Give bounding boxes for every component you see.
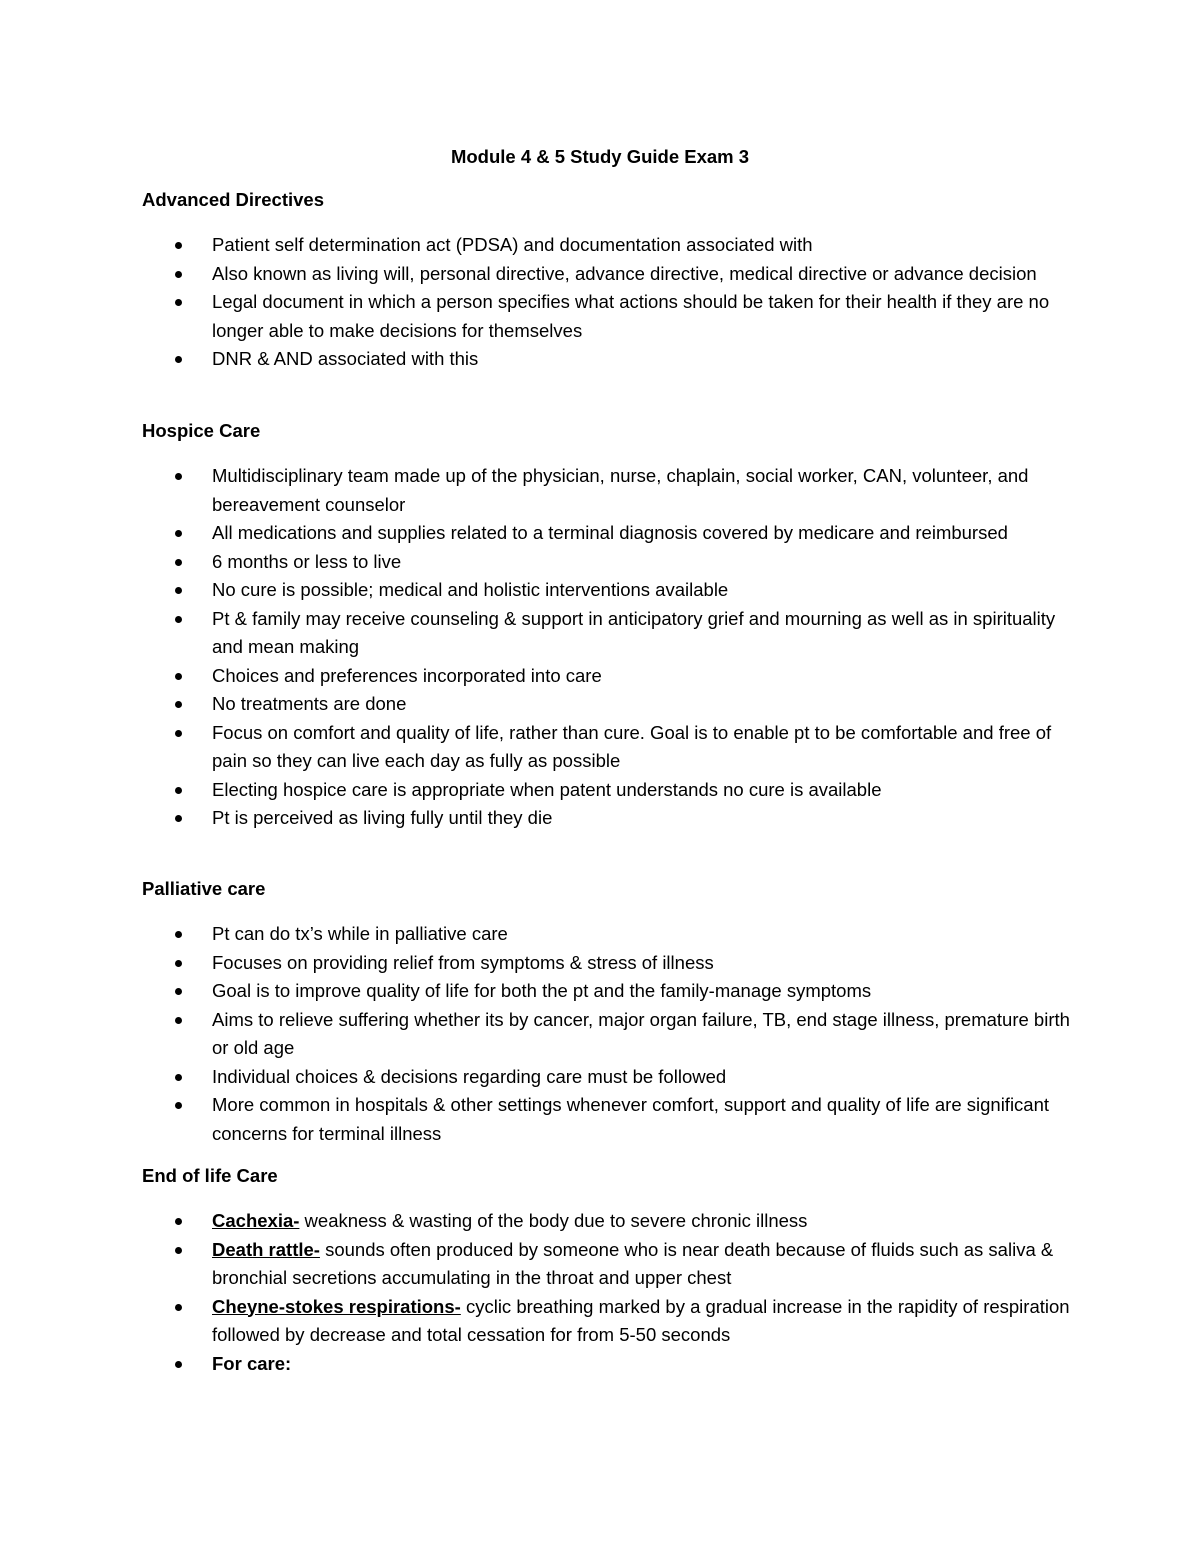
list-item [142, 662, 1072, 691]
document-title: Module 4 & 5 Study Guide Exam 3 [450, 146, 750, 167]
list-item-text: More common in hospitals & other settings whenever comfort, support and quality of life are significant concerns for terminal illness [212, 1094, 1050, 1144]
term-label: Death rattle- [212, 1238, 320, 1260]
term-label: Cachexia- [212, 1210, 300, 1231]
list-item [142, 719, 1072, 776]
section-heading: Hospice Care [142, 420, 261, 441]
list-item-text: Legal document in which a person specifies what actions should be taken for their health if they are no longer able to make decisions for themselves [212, 291, 1050, 341]
list-item-text: Electing hospice care is appropriate when patent understands no cure is available [212, 778, 882, 800]
term-label: Cheyne-stokes respirations- [212, 1295, 461, 1317]
list-item [142, 776, 1072, 805]
list-item [142, 1091, 1072, 1148]
list-item-text: Goal is to improve quality of life for both the pt and the family-manage symptoms [212, 980, 872, 1001]
section-heading: Advanced Directives [142, 189, 325, 210]
term-definition: weakness & wasting of the body due to severe chronic illness [299, 1210, 808, 1231]
bullet-icon [175, 1218, 182, 1225]
section-advanced-directives [142, 186, 1072, 374]
bullet-icon [175, 701, 182, 708]
section-hospice-care [142, 417, 1072, 833]
bullet-icon [175, 1361, 182, 1368]
list-item-text: Pt can do tx’s while in palliative care [212, 923, 508, 944]
list-item-text: Choices and preferences incorporated into care [212, 664, 602, 686]
list-item-text: Aims to relieve suffering whether its by cancer, major organ failure, TB, end stage illness, premature birth or old age [212, 1008, 1070, 1058]
bullet-icon [175, 673, 182, 680]
bullet-icon [175, 1247, 182, 1254]
section-end-of-life-care [142, 1162, 1072, 1378]
list-item-text: Pt is perceived as living fully until they die [212, 807, 553, 828]
list-item [142, 1207, 1072, 1236]
bullet-icon [175, 815, 182, 822]
list-item [142, 1063, 1072, 1092]
list-item-text: 6 months or less to live [212, 550, 402, 572]
list-item [142, 288, 1072, 345]
bullet-icon [175, 960, 182, 967]
list-item-text: No cure is possible; medical and holistic interventions available [212, 579, 729, 600]
list-item [142, 260, 1072, 289]
list-item-text: Focus on comfort and quality of life, rather than cure. Goal is to enable pt to be comfortable and free of pain so they can live each day as fully as possible [212, 721, 1052, 771]
list-item [142, 804, 1072, 833]
list-item [142, 1006, 1072, 1063]
list-item-text: Individual choices & decisions regarding care must be followed [212, 1065, 727, 1087]
section-heading: End of life Care [142, 1165, 278, 1186]
list-item-text: No treatments are done [212, 693, 407, 714]
bullet-list [142, 920, 1072, 1148]
list-item-text: For care: [212, 1352, 292, 1374]
bullet-icon [175, 1102, 182, 1109]
bullet-icon [175, 931, 182, 938]
list-item [142, 548, 1072, 577]
list-item [142, 231, 1072, 260]
list-item-text: Also known as living will, personal directive, advance directive, medical directive or advance decision [212, 262, 1037, 284]
bullet-icon [175, 587, 182, 594]
list-item [142, 462, 1072, 519]
bullet-icon [175, 730, 182, 737]
bullet-icon [175, 559, 182, 566]
list-item [142, 519, 1072, 548]
bullet-icon [175, 299, 182, 306]
list-item-text: Focuses on providing relief from symptoms & stress of illness [212, 951, 714, 973]
list-item-text: DNR & AND associated with this [212, 348, 479, 369]
list-item-text: Patient self determination act (PDSA) and documentation associated with [212, 234, 813, 255]
list-item-text: Pt & family may receive counseling & support in anticipatory grief and mourning as well as in spirituality and mean making [212, 607, 1056, 657]
section-palliative-care [142, 875, 1072, 1148]
term-definition: sounds often produced by someone who is near death because of fluids such as saliva & bronchial secretions accumulating in the throat and upper chest [212, 1238, 1054, 1288]
bullet-list [142, 1207, 1072, 1378]
list-item [142, 1293, 1072, 1350]
bullet-icon [175, 271, 182, 278]
bullet-icon [175, 530, 182, 537]
list-item-text: Multidisciplinary team made up of the physician, nurse, chaplain, social worker, CAN, volunteer, and bereavement counselor [212, 465, 1029, 515]
bullet-icon [175, 1074, 182, 1081]
list-item-text: All medications and supplies related to a terminal diagnosis covered by medicare and reimbursed [212, 522, 1008, 543]
bullet-icon [175, 616, 182, 623]
list-item [142, 345, 1072, 374]
bullet-icon [175, 473, 182, 480]
bullet-icon [175, 1017, 182, 1024]
list-item [142, 605, 1072, 662]
list-item [142, 1236, 1072, 1293]
bullet-list [142, 462, 1072, 833]
section-heading: Palliative care [142, 878, 266, 899]
list-item [142, 1350, 1072, 1379]
bullet-icon [175, 1304, 182, 1311]
bullet-icon [175, 242, 182, 249]
bullet-icon [175, 988, 182, 995]
term-definition: cyclic breathing marked by a gradual increase in the rapidity of respiration followed by decrease and total cessation for from 5-50 seconds [212, 1295, 1070, 1345]
list-item [142, 690, 1072, 719]
list-item [142, 977, 1072, 1006]
bullet-icon [175, 787, 182, 794]
bullet-list [142, 231, 1072, 374]
list-item [142, 576, 1072, 605]
bullet-icon [175, 356, 182, 363]
list-item [142, 920, 1072, 949]
list-item [142, 949, 1072, 978]
